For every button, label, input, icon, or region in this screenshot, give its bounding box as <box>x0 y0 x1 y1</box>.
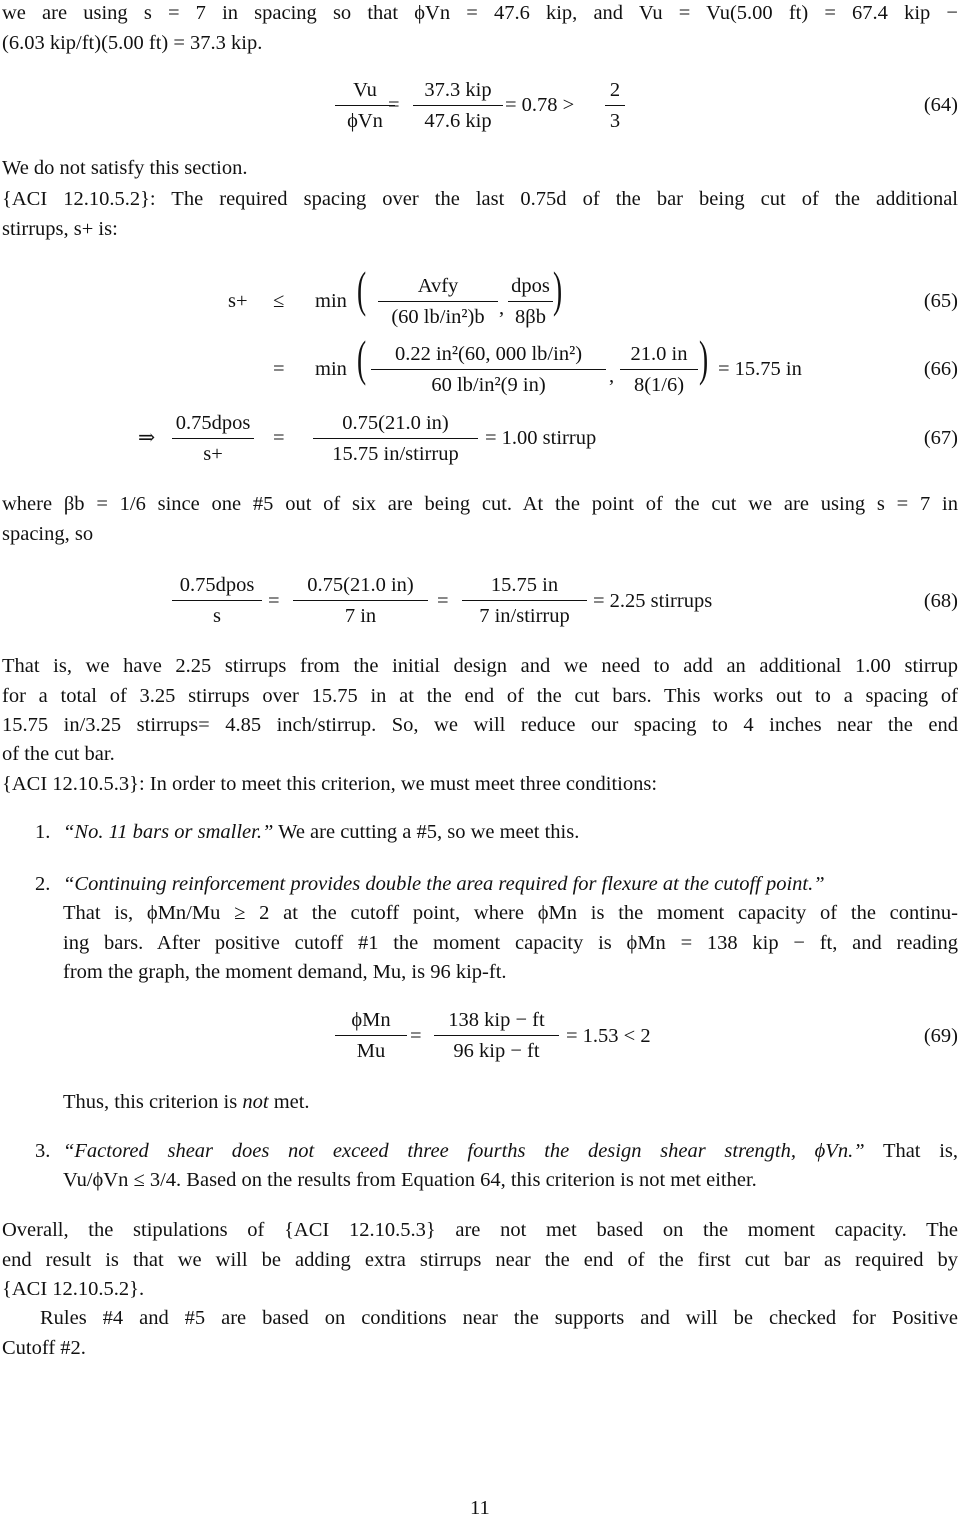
eq69-number: (69) <box>923 1025 958 1047</box>
eq68-number: (68) <box>923 590 958 612</box>
not-satisfy: We do not satisfy this section. <box>2 157 248 179</box>
item-2-heading: “Continuing reinforcement provides double the area required for flexure at the cutoff point.” <box>63 873 825 895</box>
eq65-number: (65) <box>923 290 958 312</box>
where-line-1: where βb = 1/6 since one #5 out of six are being cut. At the point of the cut we are using s = 7 in <box>2 493 958 515</box>
eq65-fraction-1: Avfy (60 lb/in²)b <box>378 274 498 329</box>
aci-12-10-5-3: {ACI 12.10.5.3}: In order to meet this criterion, we must meet three conditions: <box>2 773 658 795</box>
item-1-number: 1. <box>35 821 51 843</box>
rules-line-1: Rules #4 and #5 are based on conditions near the supports and will be checked for Positive <box>40 1307 958 1329</box>
eq67-number: (67) <box>923 427 958 449</box>
item-3-line-1: “Factored shear does not exceed three fourths the design shear strength, ϕVn.” That is, <box>63 1140 959 1162</box>
aci-12-10-5-2-line-2: stirrups, s+ is: <box>2 218 118 240</box>
item-3-number: 3. <box>35 1140 51 1162</box>
that-is-line-2: for a total of 3.25 stirrups over 15.75 in at the end of the cut bars. This works out to a spacing of <box>2 685 958 707</box>
item-1: “No. 11 bars or smaller.” We are cutting a #5, so we meet this. <box>63 821 580 843</box>
that-is-line-4: of the cut bar. <box>2 743 115 765</box>
thus-criterion: Thus, this criterion is not met. <box>63 1091 310 1113</box>
eq66-result: = 15.75 in <box>718 358 802 380</box>
eq69-result: = 1.53 < 2 <box>566 1025 651 1047</box>
rules-line-2: Cutoff #2. <box>2 1337 86 1359</box>
eq64-fraction-2: $\frac{2}{3}$ <box>605 78 625 133</box>
eq64-den: 47.6 kip <box>424 110 492 132</box>
eq64-num: 37.3 kip <box>413 78 503 106</box>
aci-12-10-5-2-line-1: {ACI 12.10.5.2}: The required spacing over the last 0.75d of the bar being cut of the additional <box>2 188 958 210</box>
eq64-number: (64) <box>923 94 958 116</box>
eq64-lhs-num: Vu <box>335 78 395 106</box>
eq68-fraction-2: $\frac{0.75(21.0 in)}{7 in}$ <box>293 573 428 628</box>
eq67-fraction: 0.75(21.0 in) 15.75 in/stirrup <box>313 411 478 466</box>
intro-line-1: we are using s = 7 in spacing so that ϕVn = 47.6 kip, and Vu = Vu(5.00 ft) = 67.4 kip − <box>2 2 958 24</box>
eq69-fraction: 138 kip − ft 96 kip − ft <box>434 1008 559 1063</box>
item-2-number: 2. <box>35 873 51 895</box>
page-number: 11 <box>470 1497 490 1519</box>
eq66-fraction-2: $\frac{21.0 in}{8(1/6)}$ <box>620 342 698 397</box>
eq64-fraction <box>413 78 503 133</box>
eq65-lhs: s+ <box>228 290 248 312</box>
that-is-line-1: That is, we have 2.25 stirrups from the initial design and we need to add an additional 1.00 stirrup <box>2 655 958 677</box>
eq64-lhs-fraction <box>335 78 395 133</box>
eq64-mid: = 0.78 > <box>505 94 575 116</box>
eq64-lhs-den: ϕVn <box>347 110 383 132</box>
eq69-lhs-fraction: ϕMn Mu <box>335 1008 407 1063</box>
eq67-result: = 1.00 stirrup <box>485 427 597 449</box>
intro-line-2: (6.03 kip/ft)(5.00 ft) = 37.3 kip. <box>2 32 263 54</box>
where-line-2: spacing, so <box>2 523 94 545</box>
eq68-fraction-1: 0.75dpos s <box>172 573 262 628</box>
item-2-line-2: That is, ϕMn/Mu ≥ 2 at the cutoff point, where ϕMn is the moment capacity of the continu- <box>63 902 958 924</box>
eq65-fraction-2: dpos 8βb <box>508 274 553 329</box>
eq66-number: (66) <box>923 358 958 380</box>
eq68-fraction-3: 15.75 in 7 in/stirrup <box>462 573 587 628</box>
eq68-result: = 2.25 stirrups <box>593 590 713 612</box>
item-3-line-2: Vu/ϕVn ≤ 3/4. Based on the results from Equation 64, this criterion is not met either. <box>63 1169 757 1191</box>
eq67-lhs-fraction: 0.75dpos s+ <box>172 411 254 466</box>
item-2-line-3: ing bars. After positive cutoff #1 the moment capacity is ϕMn = 138 kip − ft, and reading <box>63 932 958 954</box>
that-is-line-3: 15.75 in/3.25 stirrups= 4.85 inch/stirrup. So, we will reduce our spacing to 4 inches near the end <box>2 714 958 736</box>
eq66-fraction-1: $\frac{\text{0.22 in²(60, 000 lb/in²)}}{\text{60 lb/in²(9 in)}}$ <box>371 342 606 397</box>
item-2-line-4: from the graph, the moment demand, Mu, is 96 kip-ft. <box>63 961 507 983</box>
overall-line-3: {ACI 12.10.5.2}. <box>2 1278 145 1300</box>
overall-line-2: end result is that we will be adding extra stirrups near the end of the first cut bar as required by <box>2 1249 958 1271</box>
overall-line-1: Overall, the stipulations of {ACI 12.10.5.3} are not met based on the moment capacity. The <box>2 1219 958 1241</box>
